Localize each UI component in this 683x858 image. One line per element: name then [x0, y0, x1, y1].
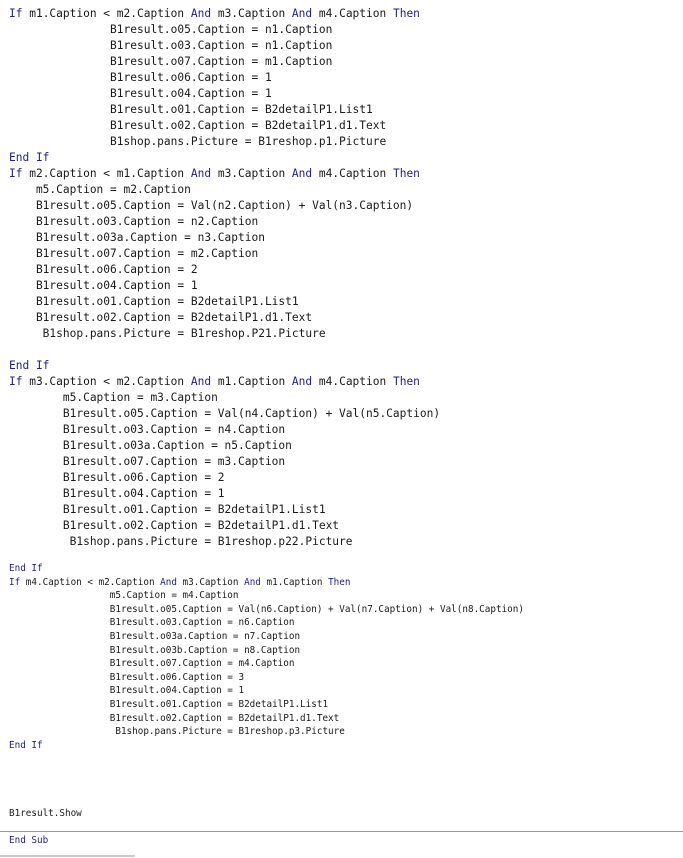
code-line: B1result.o03.Caption = n2.Caption	[9, 215, 259, 228]
code-line: B1result.o06.Caption = 1	[9, 71, 272, 84]
code-line: B1result.o06.Caption = 2	[9, 471, 225, 484]
code-line: If m2.Caption < m1.Caption And m3.Caption And m4.Caption Then	[9, 167, 420, 180]
code-line	[9, 752, 524, 766]
code-line: B1result.o04.Caption = 1	[9, 685, 245, 697]
code-line: B1shop.pans.Picture = B1reshop.p3.Picture	[9, 726, 345, 738]
code-line: End If	[9, 563, 43, 574]
code-line: B1result.o01.Caption = B2detailP1.List1	[9, 698, 329, 710]
code-line: B1result.o06.Caption = 2	[9, 263, 198, 276]
code-line: B1shop.pans.Picture = B1reshop.p1.Picture	[9, 135, 387, 148]
code-line: B1result.o03.Caption = n4.Caption	[9, 423, 286, 436]
code-line: If m1.Caption < m2.Caption And m3.Caption And m4.Caption Then	[9, 7, 420, 20]
code-line: End If	[9, 151, 50, 164]
code-line: B1result.o02.Caption = B2detailP1.d1.Text	[9, 519, 340, 532]
code-block-if-m1	[9, 6, 420, 166]
code-line: B1result.o06.Caption = 3	[9, 671, 245, 683]
code-line: B1result.o02.Caption = B2detailP1.d1.Text	[9, 712, 340, 724]
code-line: B1result.o01.Caption = B2detailP1.List1	[9, 103, 373, 116]
code-line: End Sub	[9, 834, 49, 846]
code-block-if-m3	[9, 374, 440, 550]
code-line: B1result.o03.Caption = n1.Caption	[9, 39, 333, 52]
code-line: B1result.o01.Caption = B2detailP1.List1	[9, 295, 299, 308]
code-line	[9, 780, 524, 794]
code-line: End If	[9, 359, 50, 372]
code-line: B1shop.pans.Picture = B1reshop.P21.Picture	[9, 327, 326, 340]
code-line: B1result.o07.Caption = m4.Caption	[9, 658, 295, 670]
code-block-if-m2	[9, 166, 420, 374]
code-line: B1result.o03b.Caption = n8.Caption	[9, 644, 301, 656]
code-line: m5.Caption = m3.Caption	[9, 391, 218, 404]
code-line: B1result.o05.Caption = Val(n6.Caption) + Val(n7.Caption) + Val(n8.Caption)	[9, 603, 524, 615]
code-line: B1result.Show	[9, 807, 82, 819]
code-line: B1result.o05.Caption = Val(n4.Caption) + Val(n5.Caption)	[9, 407, 441, 420]
horizontal-scrollbar-stub[interactable]	[0, 855, 135, 857]
code-line: B1result.o07.Caption = m3.Caption	[9, 455, 286, 468]
code-line	[9, 793, 524, 807]
code-line: B1result.o03.Caption = n6.Caption	[9, 617, 295, 629]
code-line	[9, 342, 420, 358]
code-line: B1result.o05.Caption = n1.Caption	[9, 23, 333, 36]
code-line: B1result.o03a.Caption = n7.Caption	[9, 630, 301, 642]
code-block-if-m4	[9, 562, 524, 847]
code-line: B1result.o04.Caption = 1	[9, 87, 272, 100]
code-line: B1result.o02.Caption = B2detailP1.d1.Text	[9, 311, 313, 324]
code-line	[9, 766, 524, 780]
code-line: B1result.o04.Caption = 1	[9, 487, 225, 500]
code-line: m5.Caption = m4.Caption	[9, 590, 239, 602]
code-line: B1result.o03a.Caption = n3.Caption	[9, 231, 265, 244]
code-line: B1result.o07.Caption = m2.Caption	[9, 247, 259, 260]
code-line: B1shop.pans.Picture = B1reshop.p22.Picture	[9, 535, 353, 548]
code-line: m5.Caption = m2.Caption	[9, 183, 191, 196]
editor-divider	[0, 831, 683, 832]
code-line: B1result.o01.Caption = B2detailP1.List1	[9, 503, 326, 516]
code-line: B1result.o04.Caption = 1	[9, 279, 198, 292]
code-line: If m3.Caption < m2.Caption And m1.Caption And m4.Caption Then	[9, 375, 420, 388]
code-line: If m4.Caption < m2.Caption And m3.Caption And m1.Caption Then	[9, 576, 351, 588]
code-line: End If	[9, 739, 43, 751]
code-line: B1result.o05.Caption = Val(n2.Caption) + Val(n3.Caption)	[9, 199, 414, 212]
code-line: B1result.o03a.Caption = n5.Caption	[9, 439, 292, 452]
code-line: B1result.o02.Caption = B2detailP1.d1.Text	[9, 119, 387, 132]
code-line: B1result.o07.Caption = m1.Caption	[9, 55, 333, 68]
